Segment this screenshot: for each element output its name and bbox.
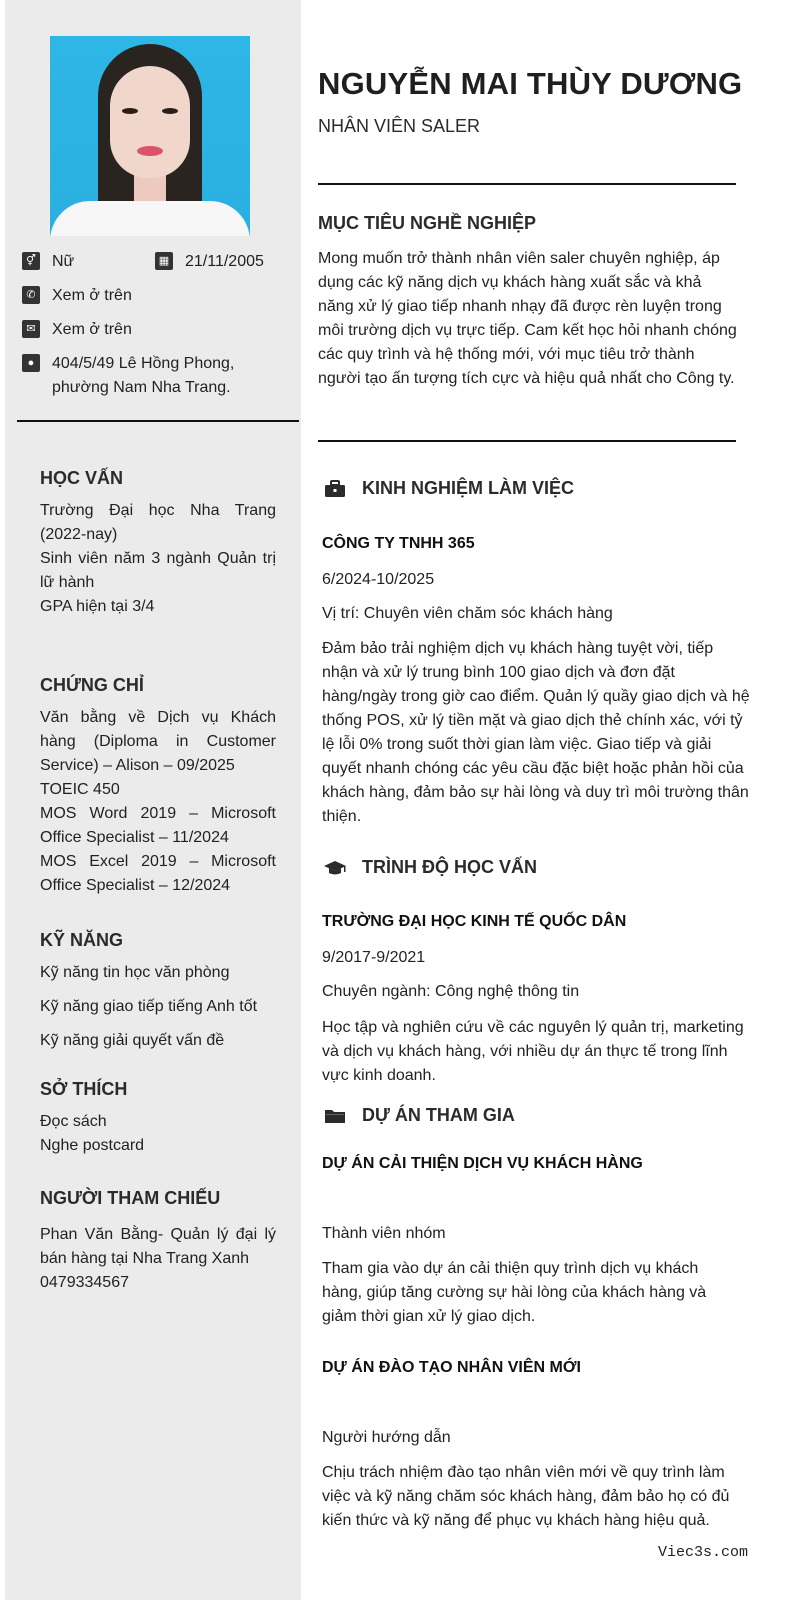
- section-title: SỞ THÍCH: [40, 1079, 128, 1099]
- experience-position: Vị trí: Chuyên viên chăm sóc khách hàng: [322, 605, 613, 622]
- gender-icon: ⚥: [22, 252, 40, 270]
- reference-line: Phan Văn Bằng- Quản lý đại lý bán hàng tại Nha Trang Xanh: [40, 1226, 276, 1267]
- section-title: DỰ ÁN THAM GIA: [362, 1105, 515, 1125]
- address-value: [52, 352, 234, 400]
- map-pin-icon: ●: [22, 354, 40, 372]
- sidebar-divider: [17, 420, 299, 422]
- hobby-item: Đọc sách: [40, 1113, 107, 1130]
- gender-info: [22, 250, 74, 274]
- phone-icon: ✆: [22, 286, 40, 304]
- phone-info: [22, 284, 132, 308]
- project-description: Chịu trách nhiệm đào tạo nhân viên mới về quy trình làm việc và kỹ năng chăm sóc khách hàng, đảm bảo họ có đủ kiến thức và kỹ năng để phục vụ khách hàng hiệu quả.: [322, 1464, 730, 1529]
- projects-heading: [324, 1105, 515, 1126]
- section-title: KINH NGHIỆM LÀM VIỆC: [362, 478, 575, 498]
- profile-photo: [50, 36, 250, 236]
- objective-text: Mong muốn trở thành nhân viên saler chuyên nghiệp, áp dụng các kỹ năng dịch vụ khách hàng xuất sắc và khả năng xử lý giao tiếp nhanh nhạy đã được rèn luyện trong môi trường dịch vụ trực tiếp. Cam kết học hỏi nhanh chóng các quy trình và hệ thống mới, với mục tiêu trở thành người tạo ấn tượng tích cực và hiệu quả nhất cho Công ty.: [318, 250, 737, 387]
- sidebar-hobbies-section: [40, 1079, 276, 1158]
- address-line-2: phường Nam Nha Trang.: [52, 379, 231, 396]
- certificate-line: MOS Excel 2019 – Microsoft Office Specialist – 12/2024: [40, 853, 276, 894]
- experience-period: 6/2024-10/2025: [322, 571, 435, 588]
- sidebar-education-section: [40, 468, 276, 619]
- experience-description: Đảm bảo trải nghiệm dịch vụ khách hàng tuyệt vời, tiếp nhận và xử lý trung bình 100 giao dịch và đơn đặt hàng/ngày trong giờ cao điểm. Quản lý quầy giao dịch và hệ thống POS, xử lý tiền mặt và giao dịch thẻ chính xác, với tỷ lệ lỗi 0% trong suốt thời gian làm việc. Giao tiếp và giải quyết nhanh chóng các yêu cầu đặc biệt hoặc phản hồi của khách hàng, đảm bảo sự hài lòng và duy trì môi trường thân thiện.: [322, 640, 750, 825]
- watermark: Viec3s.com: [657, 1544, 748, 1561]
- email-info: [22, 318, 132, 342]
- project-description: Tham gia vào dự án cải thiện quy trình dịch vụ khách hàng, giúp tăng cường sự hài lòng của khách hàng và giảm thời gian xử lý giao dịch.: [322, 1260, 707, 1325]
- briefcase-icon: [324, 480, 346, 498]
- sidebar-certificates-section: [40, 675, 276, 898]
- job-title: NHÂN VIÊN SALER: [318, 116, 481, 136]
- sidebar-skills-section: [40, 930, 276, 1053]
- candidate-name: NGUYỄN MAI THÙY DƯƠNG: [318, 66, 743, 101]
- project-role: Người hướng dẫn: [322, 1429, 451, 1446]
- section-title: KỸ NĂNG: [40, 930, 124, 950]
- objective-title: MỤC TIÊU NGHỀ NGHIỆP: [318, 213, 537, 233]
- skill-item: Kỹ năng tin học văn phòng: [40, 964, 230, 981]
- hobby-item: Nghe postcard: [40, 1137, 145, 1154]
- envelope-icon: ✉: [22, 320, 40, 338]
- section-title: TRÌNH ĐỘ HỌC VẤN: [362, 857, 537, 877]
- section-title: CHỨNG CHỈ: [40, 675, 144, 695]
- education-major: Chuyên ngành: Công nghệ thông tin: [322, 983, 580, 1000]
- certificate-line: TOEIC 450: [40, 781, 120, 798]
- address-info: [22, 352, 234, 400]
- skill-item: Kỹ năng giao tiếp tiếng Anh tốt: [40, 998, 258, 1015]
- folder-icon: [324, 1107, 346, 1125]
- project-name: DỰ ÁN ĐÀO TẠO NHÂN VIÊN MỚI: [322, 1359, 581, 1376]
- experience-heading: [324, 478, 574, 499]
- education-line: Sinh viên năm 3 ngành Quản trị lữ hành: [40, 550, 276, 591]
- phone-value: Xem ở trên: [52, 287, 132, 304]
- education-heading: [324, 857, 537, 878]
- header-divider: [318, 183, 736, 185]
- calendar-icon: ▦: [155, 252, 173, 270]
- section-title: HỌC VẤN: [40, 468, 124, 488]
- objective-divider: [318, 440, 736, 442]
- section-title: NGƯỜI THAM CHIẾU: [40, 1188, 221, 1208]
- certificate-line: Văn bằng về Dịch vụ Khách hàng (Diploma in Customer Service) – Alison – 09/2025: [40, 709, 276, 774]
- certificate-line: MOS Word 2019 – Microsoft Office Specialist – 11/2024: [40, 805, 276, 846]
- education-description: Học tập và nghiên cứu về các nguyên lý quản trị, marketing và dịch vụ khách hàng, với nhiều dự án thực tế trong lĩnh vực kinh doanh.: [322, 1019, 744, 1084]
- education-line: GPA hiện tại 3/4: [40, 598, 155, 615]
- company-name: CÔNG TY TNHH 365: [322, 535, 475, 552]
- birthdate-info: [155, 250, 264, 274]
- reference-phone: 0479334567: [40, 1274, 129, 1291]
- school-name: TRƯỜNG ĐẠI HỌC KINH TẾ QUỐC DÂN: [322, 913, 627, 930]
- gender-value: Nữ: [52, 253, 75, 270]
- email-value: Xem ở trên: [52, 321, 132, 338]
- address-line-1: 404/5/49 Lê Hồng Phong,: [52, 355, 235, 372]
- education-period: 9/2017-9/2021: [322, 949, 426, 966]
- birthdate-value: 21/11/2005: [185, 253, 264, 270]
- skill-item: Kỹ năng giải quyết vấn đề: [40, 1032, 225, 1049]
- sidebar-references-section: [40, 1188, 276, 1295]
- graduation-cap-icon: [324, 859, 346, 877]
- project-role: Thành viên nhóm: [322, 1225, 446, 1242]
- project-name: DỰ ÁN CẢI THIỆN DỊCH VỤ KHÁCH HÀNG: [322, 1155, 643, 1172]
- education-line: Trường Đại học Nha Trang (2022-nay): [40, 502, 276, 543]
